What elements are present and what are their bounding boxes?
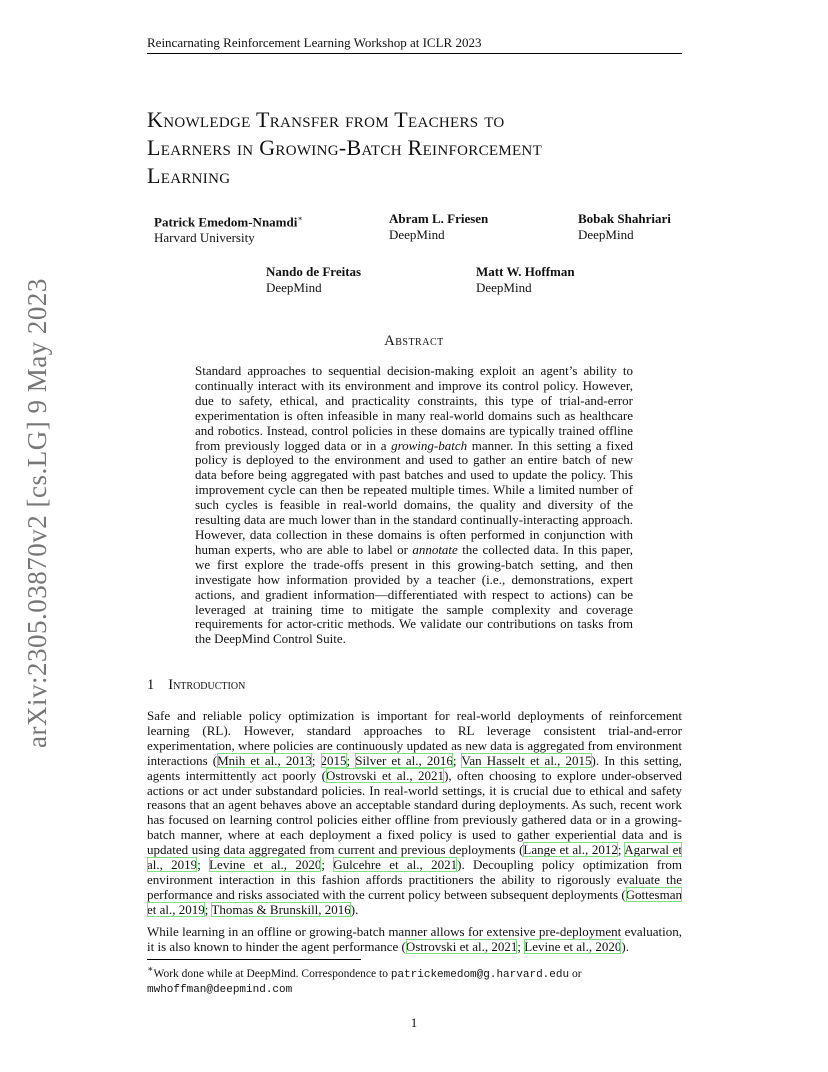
author-block	[476, 264, 575, 296]
author-affiliation: DeepMind	[578, 227, 634, 242]
body-text: ;	[321, 857, 334, 873]
body-text: ). Decoupling policy optimization from environment interaction in this fashion affords practitioners the ability to rigorously evaluate the performance and risks associated with the current policy between subsequent deployments (	[147, 857, 683, 902]
abstract-body	[195, 364, 633, 647]
citation-link[interactable]: Van Hasselt et al., 2015	[461, 752, 592, 768]
citation-link[interactable]: Gulcehre et al., 2021	[333, 857, 458, 873]
title-line: Knowledge Transfer from Teachers to	[147, 107, 505, 132]
citation-link[interactable]: Silver et al., 2016	[355, 752, 453, 768]
email-link[interactable]: mwhoffman@deepmind.com	[147, 983, 293, 996]
author-name: Patrick Emedom-Nnamdi	[154, 214, 298, 230]
abstract-text: the collected data. In this paper, we first explore the trade-offs present in this growing-batch setting, and then investigate how information provided by a teacher (i.e., demonstrations, expert actions, and gradient information—differentiated with respect to actions) can be leveraged at training time to mitigate the sample complexity and coverage requirements for actor-critic methods. We validate our contributions on tasks from the DeepMind Control Suite.	[195, 541, 633, 647]
body-text: ). In this setting, agents intermittently act poorly (	[147, 752, 682, 783]
author-block	[154, 211, 303, 246]
citation-link[interactable]: Lange et al., 2012	[523, 842, 618, 858]
page-number: 1	[410, 1015, 418, 1030]
abstract-text: manner. In this setting a fixed policy is deployed to the environment and used to gather an entire batch of new data before being aggregated with past batches and used to update the policy. This improvement cycle can then be repeated multiple times. While a limited number of such cycles is feasible in real-world domains, the quality and diversity of the resulting data are much lower than in the standard continually-interacting approach. However, data collection in these domains is often performed in conjunction with human experts, who are able to label or	[195, 437, 633, 557]
footnote-text: or	[569, 967, 582, 980]
intro-paragraph-2	[147, 925, 682, 955]
citation-link[interactable]: Thomas & Brunskill, 2016	[211, 901, 351, 917]
abstract-emphasis: growing-batch	[391, 437, 468, 453]
abstract-text: Standard approaches to sequential decision-making exploit an agent’s ability to continually interact with its environment and improve its control policy. However, due to safety, ethical, and practicality constraints, this type of trial-and-error experimentation is often infeasible in many real-world domains such as healthcare and robotics. Instead, control policies in these domains are typically trained offline from previously logged data or in a	[195, 363, 633, 453]
footnote-mark: ∗	[147, 964, 154, 975]
author-affiliation: DeepMind	[266, 280, 322, 295]
header-rule	[147, 53, 682, 54]
author-affiliation: Harvard University	[154, 230, 255, 246]
author-name: Matt W. Hoffman	[476, 264, 575, 279]
citation-link[interactable]: Ostrovski et al., 2021	[405, 938, 518, 954]
intro-paragraph-1	[147, 709, 682, 918]
footnote-text: Work done while at DeepMind. Correspondence to	[153, 967, 391, 980]
author-block	[389, 211, 488, 243]
author-affiliation: DeepMind	[476, 280, 532, 295]
title-line: Learners in Growing-Batch Reinforcement	[147, 135, 543, 160]
body-text: ;	[311, 752, 321, 768]
author-name: Abram L. Friesen	[389, 211, 489, 226]
body-text: ).	[621, 938, 629, 954]
citation-link[interactable]: Mnih et al., 2013	[217, 752, 312, 768]
section-title: Introduction	[168, 677, 246, 693]
abstract-heading: Abstract	[384, 333, 444, 349]
section-heading-introduction	[147, 677, 245, 694]
author-name: Nando de Freitas	[266, 264, 362, 279]
body-text: While learning in an offline or growing-batch manner allows for extensive pre-deployment evaluation, it is also known to hinder the agent performance (	[147, 924, 682, 954]
footnote-mark[interactable]: ∗	[297, 214, 303, 223]
body-text: ;	[197, 857, 210, 873]
body-text: ).	[350, 901, 359, 917]
section-number: 1	[147, 677, 155, 693]
paper-title	[147, 106, 707, 190]
footnote	[147, 963, 682, 997]
author-name: Bobak Shahriari	[578, 211, 671, 226]
author-affiliation: DeepMind	[389, 227, 445, 242]
citation-link[interactable]: Gottesman et al., 2019	[147, 886, 682, 917]
footnote-rule	[147, 959, 361, 960]
body-text: ;	[517, 938, 525, 954]
citation-link[interactable]: Levine et al., 2020	[524, 938, 622, 954]
body-text: Safe and reliable policy optimization is important for real-world deployments of reinforcement learning (RL). However, standard approaches to RL leverage consistent trial-and-error experimentation, where policies are continuously updated as new data is aggregated from environment interactions (	[147, 708, 682, 768]
author-block	[266, 264, 361, 296]
author-block	[578, 211, 671, 243]
citation-link[interactable]: Levine et al., 2020	[209, 857, 322, 873]
body-text: ), often choosing to explore under-observed actions or act under substandard policies. In real-world settings, it is crucial due to ethical and safety reasons that an agent behaves above an acceptable standard during deployments. As such, recent work has focused on learning control policies either offline from previously gathered data or in a growing-batch manner, where at each deployment a fixed policy is used to gather experiential data and is updated using data aggregated from current and previous deployments (	[147, 767, 683, 858]
email-link[interactable]: patrickemedom@g.harvard.edu	[390, 968, 570, 981]
citation-link[interactable]: Ostrovski et al., 2021	[326, 767, 445, 783]
citation-link[interactable]: Agarwal et al., 2019	[147, 842, 682, 873]
arxiv-stamp[interactable]: arXiv:2305.03870v2 [cs.LG] 9 May 2023	[22, 278, 52, 748]
abstract-emphasis: annotate	[412, 541, 458, 557]
body-text: ;	[617, 842, 625, 858]
running-head: Reincarnating Reinforcement Learning Workshop at ICLR 2023	[147, 35, 482, 50]
body-text: ;	[204, 901, 212, 917]
body-text: ;	[346, 752, 356, 768]
body-text: ;	[452, 752, 462, 768]
title-line: Learning	[147, 163, 231, 188]
citation-link[interactable]: 2015	[320, 752, 347, 768]
